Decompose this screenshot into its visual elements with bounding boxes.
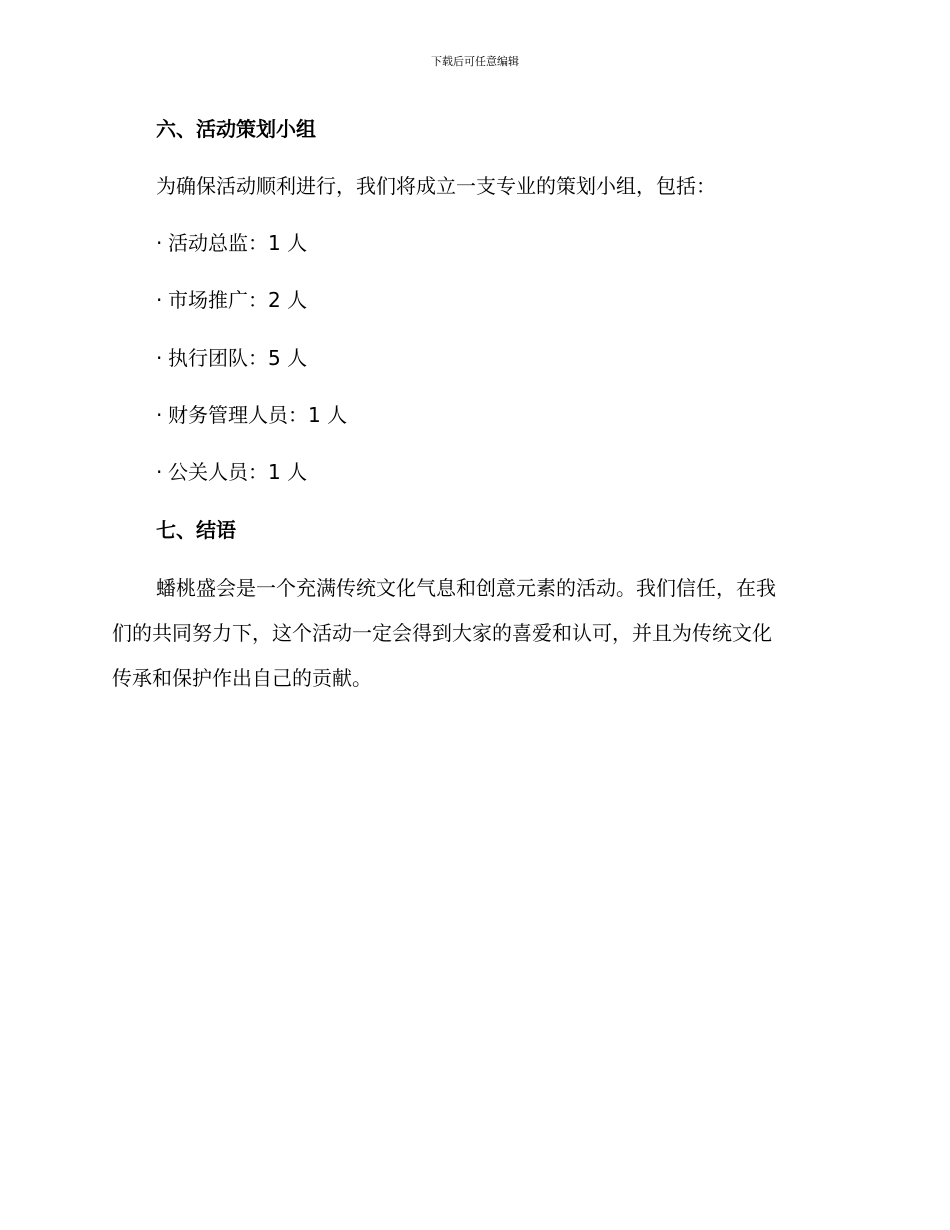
conclusion-paragraph-line: 传承和保护作出自己的贡献。 — [112, 666, 372, 690]
bullet-icon: · — [156, 231, 163, 255]
bullet-icon: · — [156, 403, 163, 427]
list-item — [156, 401, 347, 429]
list-item-text: 执行团队：5 人 — [168, 346, 308, 370]
list-item-text: 市场推广：2 人 — [168, 288, 308, 312]
page-header: 下载后可任意编辑 — [431, 55, 519, 68]
list-item — [156, 344, 307, 372]
bullet-icon: · — [156, 346, 163, 370]
bullet-icon: · — [156, 460, 163, 484]
list-item — [156, 286, 307, 314]
list-item — [156, 229, 307, 257]
list-item-text: 活动总监：1 人 — [168, 231, 308, 255]
conclusion-paragraph-line: 们的共同努力下，这个活动一定会得到大家的喜爱和认可，并且为传统文化 — [112, 621, 772, 645]
conclusion-paragraph-line: 蟠桃盛会是一个充满传统文化气息和创意元素的活动。我们信任，在我 — [156, 576, 776, 600]
planning-team-intro: 为确保活动顺利进行，我们将成立一支专业的策划小组，包括： — [156, 174, 716, 198]
list-item-text: 公关人员：1 人 — [168, 460, 308, 484]
section-heading-planning-team: 六、活动策划小组 — [156, 117, 316, 141]
section-heading-conclusion: 七、结语 — [156, 518, 236, 542]
list-item-text: 财务管理人员：1 人 — [168, 403, 348, 427]
list-item — [156, 458, 307, 486]
bullet-icon: · — [156, 288, 163, 312]
